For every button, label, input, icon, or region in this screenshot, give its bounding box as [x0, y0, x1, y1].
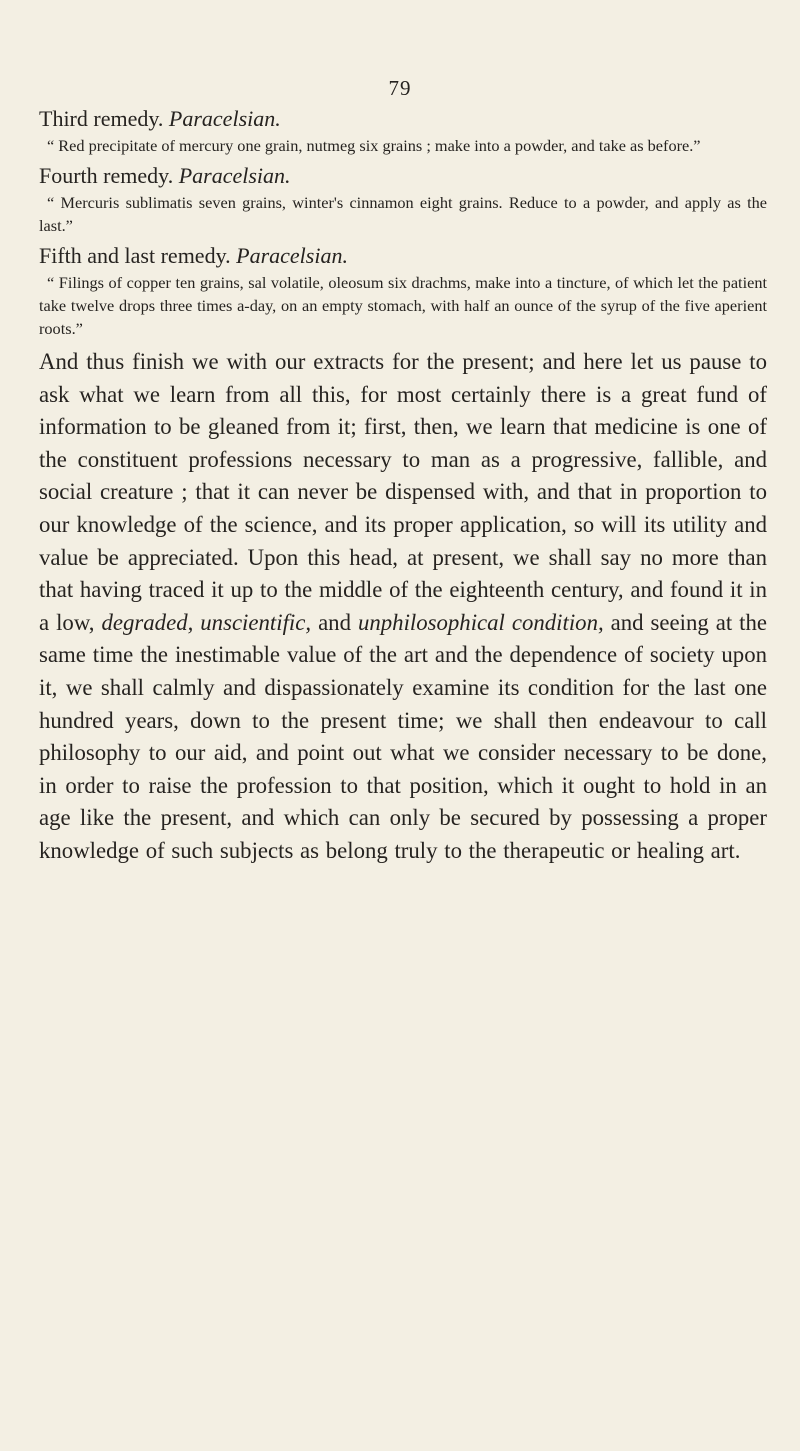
remedy-text-fifth — [39, 271, 767, 340]
paragraph-part-1: And thus finish we with our extracts for the present; and here let us pause to ask what we learn from all this, for most certainly there is a great fund of information to be gleaned from it; first, then, we learn that medicine is one of the constituent professions necessary to man as a progressive, fallible, and social creature ; that it can never be dispensed with, and that in proportion to our knowledge of the science, and its proper application, so will its utility and value be appreciated. Upon this head, at present, we shall say no more than that having traced it up to the middle of the eighteenth century, and found it in a low, — [39, 349, 767, 635]
paragraph-italic-1: degraded, unscientific, — [101, 609, 312, 635]
main-paragraph — [39, 346, 767, 868]
paragraph-part-2: and — [318, 609, 351, 635]
remedy-title: Fourth remedy. — [39, 163, 174, 188]
page-number: 79 — [388, 76, 412, 100]
paragraph-part-3: and seeing at the same time the inestimable value of the art and the dependence of society upon it, we shall calmly and dispassionately examine its condition for the last one hundred years, down to the present time; we shall then endeavour to call philosophy to our aid, and point out what we consider necessary to be done, in order to raise the profession to that position, which it ought to hold in an age like the present, and which can only be secured by possessing a proper knowledge of such subjects as belong truly to the therapeutic or healing art. — [39, 609, 768, 863]
remedy-title: Third remedy. — [39, 106, 164, 131]
remedy-heading-third — [39, 106, 767, 132]
remedy-heading-fifth — [39, 243, 767, 269]
remedy-text-fourth — [39, 191, 767, 237]
remedy-school: Paracelsian. — [168, 106, 281, 131]
paragraph-italic-2: unphilosophical condition, — [357, 609, 604, 635]
remedy-quote: “ Filings of copper ten grains, sal volatile, oleosum six drachms, make into a tincture, of which let the patient take twelve drops three times a-day, on an empty stomach, with half an ounce of the syrup of the five aperient roots.” — [39, 273, 767, 338]
remedy-quote: “ Red precipitate of mercury one grain, nutmeg six grains ; make into a powder, and take as before.” — [47, 136, 701, 155]
remedy-heading-fourth — [39, 163, 767, 189]
remedy-text-third — [39, 134, 767, 157]
remedy-school: Paracelsian. — [178, 163, 291, 188]
remedy-school: Paracelsian. — [236, 243, 348, 268]
page-content — [39, 106, 767, 868]
remedy-quote: “ Mercuris sublimatis seven grains, winter's cinnamon eight grains. Reduce to a powder, and apply as the last.” — [39, 193, 767, 235]
remedy-title: Fifth and last remedy. — [39, 243, 231, 268]
